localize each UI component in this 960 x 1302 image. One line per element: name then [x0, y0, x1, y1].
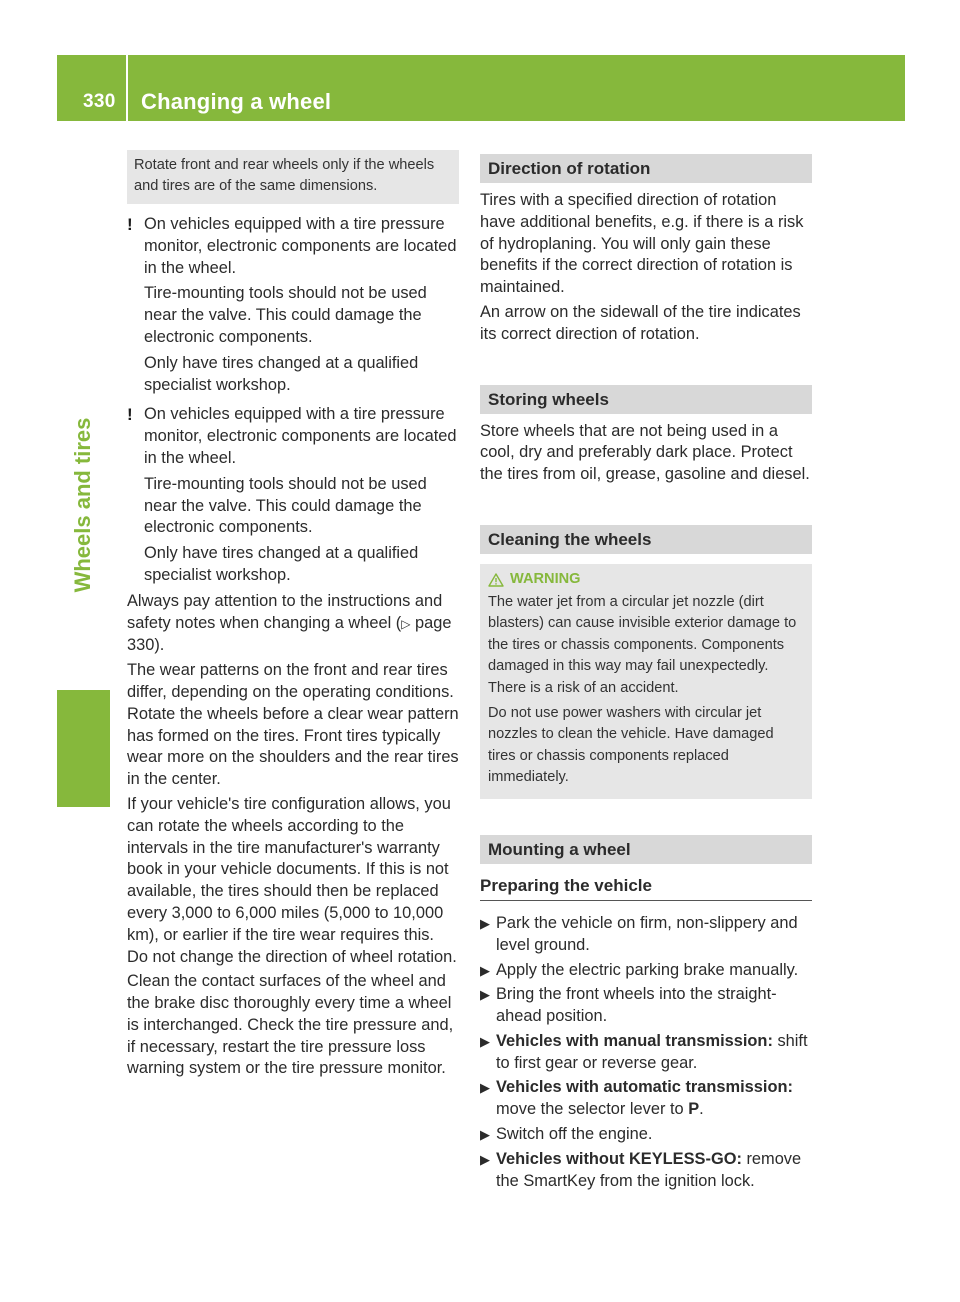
- step-item: ▶ Switch off the engine.: [480, 1124, 812, 1146]
- spacer: [480, 799, 812, 835]
- left-column: [127, 150, 459, 1083]
- page-ref-arrow-icon: ▷: [401, 616, 411, 631]
- step-arrow-icon: ▶: [480, 1033, 490, 1049]
- step-list: [480, 913, 812, 1193]
- step-item: ▶ Vehicles with manual transmission: shift to first gear or reverse gear.: [480, 1031, 808, 1072]
- body-paragraph: The wear patterns on the front and rear tires differ, depending on the operating conditions. Rotate the wheels before a clear wear pattern has formed on the tires. Front tires typically wear more on the shoulders and the rear tires in the center.: [127, 661, 459, 789]
- step-item: ▶ Bring the front wheels into the straight-ahead position.: [480, 985, 777, 1026]
- notice-block: [127, 214, 459, 396]
- step-arrow-icon: ▶: [480, 915, 490, 931]
- warning-box: [480, 564, 812, 799]
- step-arrow-icon: ▶: [480, 1080, 490, 1096]
- page-ref-link[interactable]: page 330).: [127, 613, 452, 655]
- body-paragraph: An arrow on the sidewall of the tire indicates its correct direction of rotation.: [480, 302, 801, 343]
- notice-paragraph: Tire-mounting tools should not be used near the valve. This could damage the electronic components.: [144, 284, 427, 346]
- chapter-title: Changing a wheel: [141, 89, 332, 114]
- warning-triangle-icon: [488, 573, 504, 587]
- step-arrow-icon: ▶: [480, 1127, 490, 1143]
- notice-paragraph: Only have tires changed at a qualified specialist workshop.: [144, 544, 419, 584]
- side-tab-block: [57, 690, 110, 807]
- step-arrow-icon: ▶: [480, 1151, 490, 1167]
- page-number: 330: [83, 91, 116, 112]
- step-item: ▶ Apply the electric parking brake manually.: [480, 960, 812, 982]
- notice-block: [127, 404, 459, 586]
- step-arrow-icon: ▶: [480, 962, 490, 978]
- warning-paragraph: Do not use power washers with circular jet nozzles to clean the vehicle. Have damaged tires or chassis components replaced immediately.: [488, 704, 774, 786]
- body-paragraph: Clean the contact surfaces of the wheel and the brake disc thoroughly every time a wheel is interchanged. Check the tire pressure and, if necessary, restart the tire pressure loss warning system or the tire pressure monitor.: [127, 972, 454, 1078]
- safety-text: Always pay attention to the instructions and safety notes when changing a wheel (: [127, 591, 443, 632]
- side-tab-label: Wheels and tires: [70, 417, 95, 593]
- subheading-preparing: Preparing the vehicle: [480, 874, 812, 901]
- body-paragraph: Store wheels that are not being used in a cool, dry and preferably dark place. Protect the tires from oil, grease, gasoline and diesel.: [480, 421, 810, 484]
- info-note: Rotate front and rear wheels only if the wheels and tires are of the same dimensions.: [127, 150, 459, 204]
- step-arrow-icon: ▶: [480, 987, 490, 1003]
- section-heading-mounting: Mounting a wheel: [480, 835, 812, 864]
- notice-paragraph: On vehicles equipped with a tire pressure monitor, electronic components are located in the wheel.: [144, 405, 457, 467]
- warning-header: [488, 569, 804, 591]
- notice-paragraph: Only have tires changed at a qualified specialist workshop.: [144, 353, 419, 394]
- notice-paragraph: On vehicles equipped with a tire pressure monitor, electronic components are located in the wheel.: [144, 215, 457, 277]
- safety-paragraph: [127, 591, 459, 657]
- exclamation-icon: !: [127, 215, 133, 234]
- spacer: [480, 349, 812, 385]
- body-paragraph: Tires with a specified direction of rotation have additional benefits, e.g. if there is a risk of hydroplaning. You will only gain these benefits if the correct direction of rotation is maintained.: [480, 191, 804, 297]
- step-item: ▶ Vehicles without KEYLESS-GO: remove the SmartKey from the ignition lock.: [480, 1149, 802, 1190]
- exclamation-icon: !: [127, 405, 133, 425]
- step-item: ▶ Vehicles with automatic transmission: move the selector lever to P.: [480, 1078, 793, 1119]
- right-column: [480, 154, 812, 1195]
- warning-paragraph: The water jet from a circular jet nozzle (dirt blasters) can cause invisible exterior damage to the tires or chassis components. Components damaged in this way may fail unexpectedly. There is a risk of an accident.: [488, 593, 797, 696]
- step-item: ▶ Park the vehicle on firm, non-slippery and level ground.: [480, 913, 798, 954]
- body-paragraph: If your vehicle's tire configuration allows, you can rotate the wheels according to the intervals in the tire manufacturer's warranty book in your vehicle documents. If this is not available, the tires should then be replaced every 3,000 to 6,000 miles (5,000 to 10,000 km), or earlier if the tire wear requires this. Do not change the direction of wheel rotation.: [127, 794, 457, 966]
- section-heading-direction: Direction of rotation: [480, 154, 812, 183]
- spacer: [480, 489, 812, 525]
- section-heading-cleaning: Cleaning the wheels: [480, 525, 812, 554]
- notice-paragraph: Tire-mounting tools should not be used near the valve. This could damage the electronic components.: [144, 474, 427, 537]
- header-divider: [126, 55, 128, 121]
- section-heading-storing: Storing wheels: [480, 385, 812, 414]
- warning-label: WARNING: [510, 570, 581, 587]
